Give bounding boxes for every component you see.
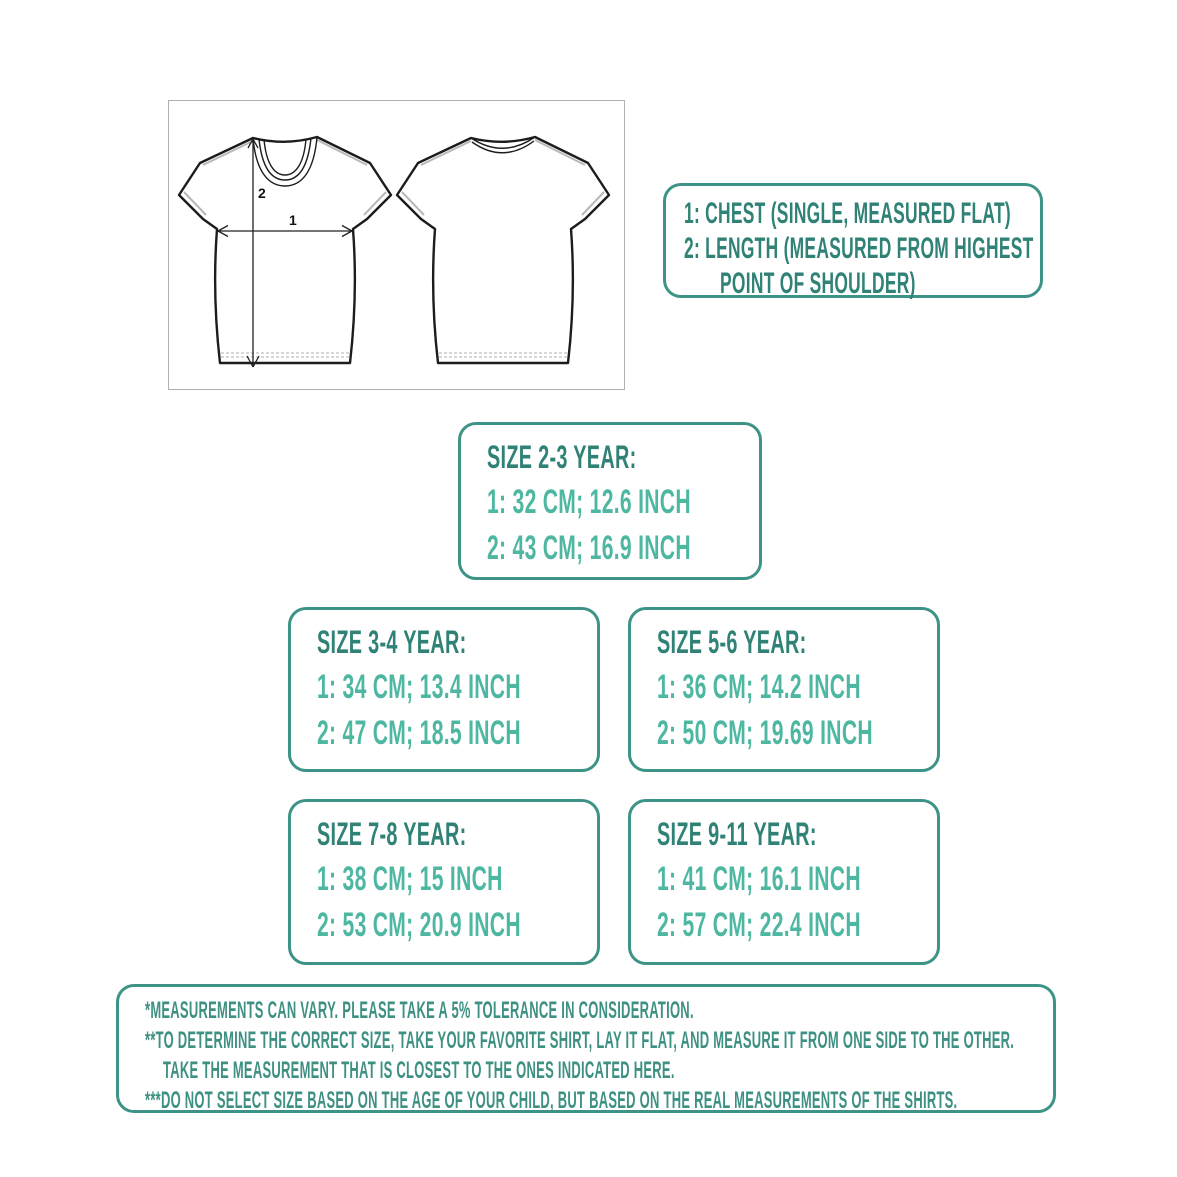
size-chest-text: 1: 34 CM; 13.4 INCH [317,668,521,706]
size-title [317,620,597,664]
size-chest-text: 1: 36 CM; 14.2 INCH [657,668,861,706]
legend-box [663,183,1043,298]
size-box-2-3 [458,422,762,580]
size-title-text: SIZE 9-11 YEAR: [657,816,817,852]
footnote-line-2-cont [145,1056,1053,1086]
legend-line-chest [684,196,1040,231]
legend-line-length [684,231,1040,266]
footnote-text: ***DO NOT SELECT SIZE BASED ON THE AGE OF YOUR CHILD, BUT BASED ON THE REAL MEASUREMENTS OF THE SHIRTS. [145,1087,958,1114]
size-title-text: SIZE 5-6 YEAR: [657,624,807,660]
size-title [657,812,937,856]
size-box-3-4 [288,607,600,772]
size-box-5-6 [628,607,940,772]
legend-text: 1: CHEST (SINGLE, MEASURED FLAT) [684,197,1011,230]
footnote-line-2 [145,1026,1053,1056]
legend-text: POINT OF SHOULDER) [720,267,916,300]
footnote-text: **TO DETERMINE THE CORRECT SIZE, TAKE YOUR FAVORITE SHIRT, LAY IT FLAT, AND MEASURE IT FROM ONE SIDE TO THE OTHER. [145,1027,1015,1054]
size-title-text: SIZE 2-3 YEAR: [487,439,637,475]
length-label: 2 [258,185,266,201]
footnote-line-3 [145,1086,1053,1116]
size-chest-value [317,664,597,710]
tshirt-front [179,137,391,367]
size-chest-value [487,479,759,525]
size-box-7-8 [288,799,600,965]
footnote-text: *MEASUREMENTS CAN VARY. PLEASE TAKE A 5% TOLERANCE IN CONSIDERATION. [145,997,694,1024]
size-length-text: 2: 50 CM; 19.69 INCH [657,714,873,752]
size-title-text: SIZE 3-4 YEAR: [317,624,467,660]
size-chest-text: 1: 32 CM; 12.6 INCH [487,483,691,521]
size-length-value [317,710,597,756]
size-title [657,620,937,664]
size-chest-text: 1: 38 CM; 15 INCH [317,860,503,898]
footnotes-box [116,984,1056,1113]
footnote-text: TAKE THE MEASUREMENT THAT IS CLOSEST TO THE ONES INDICATED HERE. [163,1057,675,1084]
size-title [317,812,597,856]
chest-label: 1 [289,212,297,228]
size-length-text: 2: 57 CM; 22.4 INCH [657,906,861,944]
size-length-text: 2: 53 CM; 20.9 INCH [317,906,521,944]
size-chest-value [657,856,937,902]
size-chest-value [657,664,937,710]
tshirt-diagram [169,101,624,389]
legend-text: 2: LENGTH (MEASURED FROM HIGHEST [684,232,1034,265]
size-length-value [657,902,937,948]
size-title [487,435,759,479]
size-length-text: 2: 43 CM; 16.9 INCH [487,529,691,567]
size-chest-text: 1: 41 CM; 16.1 INCH [657,860,861,898]
size-box-9-11 [628,799,940,965]
size-title-text: SIZE 7-8 YEAR: [317,816,467,852]
tshirt-back [397,137,609,363]
size-length-value [487,525,759,571]
footnote-line-1 [145,996,1053,1026]
size-length-value [657,710,937,756]
size-length-text: 2: 47 CM; 18.5 INCH [317,714,521,752]
legend-line-length-cont [684,266,1040,301]
size-length-value [317,902,597,948]
tshirt-diagram-frame [168,100,625,390]
size-chest-value [317,856,597,902]
